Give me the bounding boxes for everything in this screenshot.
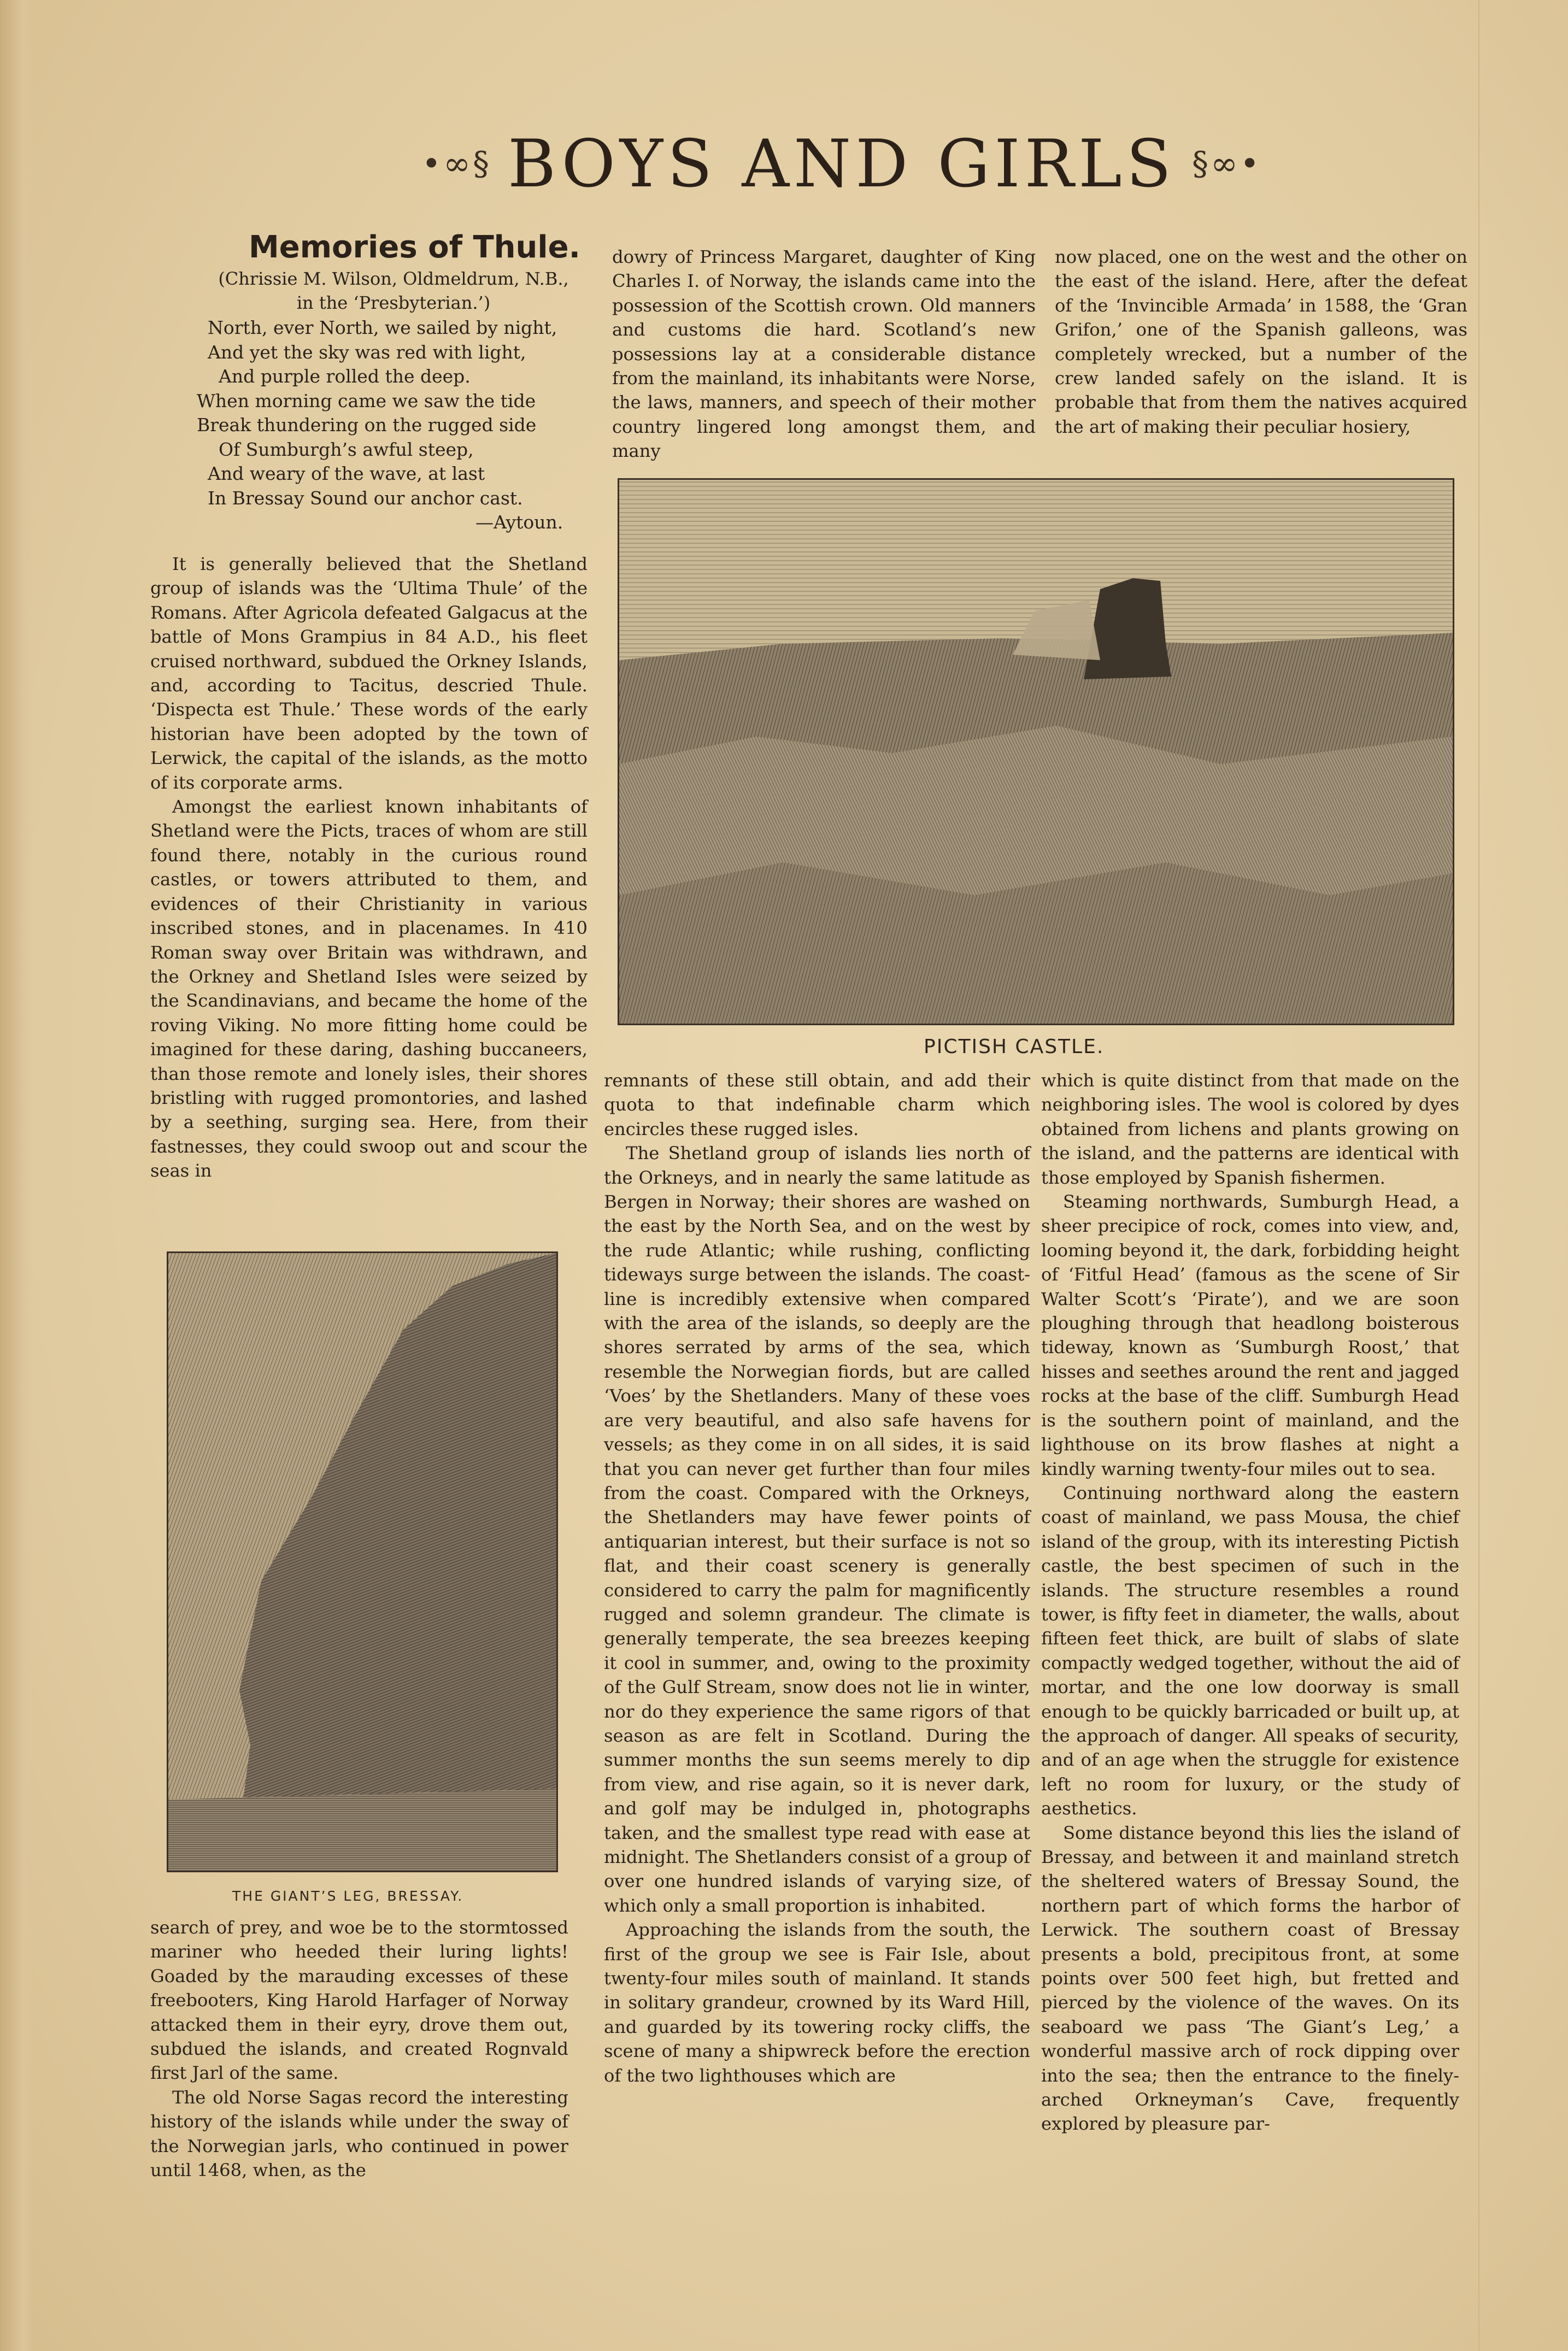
paragraph: remnants of these still obtain, and add their quota to that indefinable charm which encircles these rugged isles. [604,1070,1030,1139]
paragraph: Some distance beyond this lies the island of Bressay, and between it and mainland stretch the sheltered waters of Bressay Sound, the northern part of which forms the harbor of Lerwick. The southern coast of Bressay presents a bold, precipitous front, at some points over 500 feet high, but fretted and pierced by the violence of the waves. On its seaboard we pass ‘The Giant’s Leg,’ a wonderful massive arch of rock dipping over into the sea; then the entrance to the finely-arched Orkneyman’s Cave, frequently explored by pleasure par- [1041,1822,1459,2135]
poem-line: North, ever North, we sailed by night, [208,317,557,338]
poem-line: Break thundering on the rugged side [197,414,537,436]
ornament-left-icon: •∞§ [421,145,492,183]
paragraph: Amongst the earliest known inhabitants of Shetland were the Picts, traces of whom are still found there, notably in the curious round castles, or towers attributed to them, and evidences of their Christianity in various inscribed stones, and in placenames. In 410 Roman sway over Britain was withdrawn, and the Orkney and Shetland Isles were seized by the Scandinavians, and became the home of the roving Viking. No more fitting home could be imagined for these daring, dashing buccaneers, than those remote and lonely isles, their shores bristling with rugged promontories, and lashed by a seething, surging sea. Here, from their fastnesses, they could swoop out and scour the seas in [150,796,588,1182]
paragraph: Approaching the islands from the south, the first of the group we see is Fair Isle, about twenty-four miles south of mainland. It stands in solitary grandeur, crowned by its Ward Hill, and guarded by its towering rocky cliffs, the scene of many a shipwreck before the erection of the two lighthouses which are [604,1919,1030,2086]
page-fold-line [1478,0,1479,2351]
pictish-castle-illustration [618,478,1454,1025]
masthead [377,123,1306,205]
poem-title: Memories of Thule. [249,230,580,265]
poem-line: And weary of the wave, at last [208,463,485,484]
poem-source [180,267,607,315]
giants-leg-engraving [168,1253,556,1871]
column-1-upper [150,552,588,1183]
poem-line: And purple rolled the deep. [219,366,471,387]
pictish-castle-caption: PICTISH CASTLE. [924,1036,1105,1058]
ornament-right-icon: §∞• [1191,145,1262,183]
poem-source-line: (Chrissie M. Wilson, Oldmeldrum, N.B., [218,268,569,289]
giants-leg-illustration [167,1251,558,1872]
poem-line: Of Sumburgh’s awful steep, [219,438,474,460]
paragraph: It is generally believed that the Shetland group of islands was the ‘Ultima Thule’ of the Romans. After Agricola defeated Galgacus at the battle of Mons Grampius in 84 A.D., his fleet cruised northward, subdued the Orkney Islands, and, according to Tacitus, descried Thule. ‘Dispecta est Thule.’ These words of the early historian have been adopted by the town of Lerwick, the capital of the islands, as the motto of its corporate arms. [150,554,588,793]
poem-line: In Bressay Sound our anchor cast. [208,487,523,509]
column-2-upper [612,245,1036,463]
column-2-lower [604,1068,1030,2088]
paragraph: search of prey, and woe be to the stormtossed mariner who heeded their luring lights! Goaded by the marauding excesses of these freebooters, King Harold Harfager of Norway attacked them in their eyry, drove them out, subdued the islands, and created Rognvald first Jarl of the same. [150,1917,568,2084]
poem-verse [197,316,563,535]
column-3-lower [1041,1068,1459,2136]
poem-source-line: in the ‘Presbyterian.’) [296,292,491,313]
paragraph: The old Norse Sagas record the interesting history of the islands while under the sway of the Norwegian jarls, who continued in power until 1468, when, as the [150,2086,568,2181]
column-1-lower [150,1915,568,2182]
page-title: BOYS AND GIRLS [508,126,1176,202]
paragraph: Continuing northward along the eastern coast of mainland, we pass Mousa, the chief island of the group, with its interesting Pictish castle, the best specimen of such in the islands. The structure resembles a round tower, is fifty feet in diameter, the walls, about fifteen feet thick, are built of slabs of slate compactly wedged together, without the aid of mortar, and the one low doorway is small enough to be quickly barricaded or built up, at the approach of danger. All speaks of security, and of an age when the struggle for existence left no room for luxury, or the study of aesthetics. [1041,1482,1459,1819]
paragraph: dowry of Princess Margaret, daughter of King Charles I. of Norway, the islands came into the possession of the Scottish crown. Old manners and customs die hard. Scotland’s new possessions lay at a considerable distance from the mainland, its inhabitants were Norse, the laws, manners, and speech of their mother country lingered long amongst them, and many [612,246,1036,462]
giants-leg-caption: THE GIANT’S LEG, BRESSAY. [232,1888,464,1904]
paragraph: which is quite distinct from that made on the neighboring isles. The wool is colored by dyes obtained from lichens and plants growing on the island, and the patterns are identical with those employed by Spanish fishermen. [1041,1070,1459,1188]
paragraph: now placed, one on the west and the other on the east of the island. Here, after the defeat of the ‘Invincible Armada’ in 1588, the ‘Gran Grifon,’ one of the Spanish galleons, was completely wrecked, but a number of the crew landed safely on the island. It is probable that from them the natives acquired the art of making their peculiar hosiery, [1055,246,1467,437]
column-3-upper [1055,245,1467,439]
paragraph: Steaming northwards, Sumburgh Head, a sheer precipice of rock, comes into view, and, looming beyond it, the dark, forbidding height of ‘Fitful Head’ (famous as the scene of Sir Walter Scott’s ‘Pirate’), and we are soon ploughing through that headlong boisterous tideway, known as ‘Sumburgh Roost,’ that hisses and seethes around the rent and jagged rocks at the base of the cliff. Sumburgh Head is the southern point of mainland, and the lighthouse on its brow flashes at night a kindly warning twenty-four miles out to sea. [1041,1191,1459,1479]
poem-line: When morning came we saw the tide [197,390,536,412]
poem-line: And yet the sky was red with light, [208,341,526,363]
page-edge-shadow [0,0,33,2351]
pictish-castle-engraving [619,480,1453,1024]
paragraph: The Shetland group of islands lies north of the Orkneys, and in nearly the same latitude as Bergen in Norway; their shores are washed on the east by the North Sea, and on the west by the rude Atlantic; while rushing, conflicting tideways surge between the islands. The coast-line is incredibly extensive when compared with the area of the islands, so deeply are the shores serrated by arms of the sea, which resemble the Norwegian fiords, but are called ‘Voes’ by the Shetlanders. Many of these voes are very beautiful, and also safe havens for vessels; as they come in on all sides, it is said that you can never get further than four miles from the coast. Compared with the Orkneys, the Shetlanders may have fewer points of antiquarian interest, but their surface is not so flat, and their coast scenery is generally considered to carry the palm for magnificently rugged and solemn grandeur. The climate is generally temperate, the sea breezes keeping it cool in summer, and, owing to the proximity of the Gulf Stream, snow does not lie in winter, nor do they experience the same rigors of that season as are felt in Scotland. During the summer months the sun seems merely to dip from view, and rise again, so it is never dark, and golf may be indulged in, photographs taken, and the smallest type read with ease at midnight. The Shetlanders consist of a group of over one hundred islands of varying size, of which only a small proportion is inhabited. [604,1143,1030,1916]
poem-attribution: —Aytoun. [475,512,563,533]
